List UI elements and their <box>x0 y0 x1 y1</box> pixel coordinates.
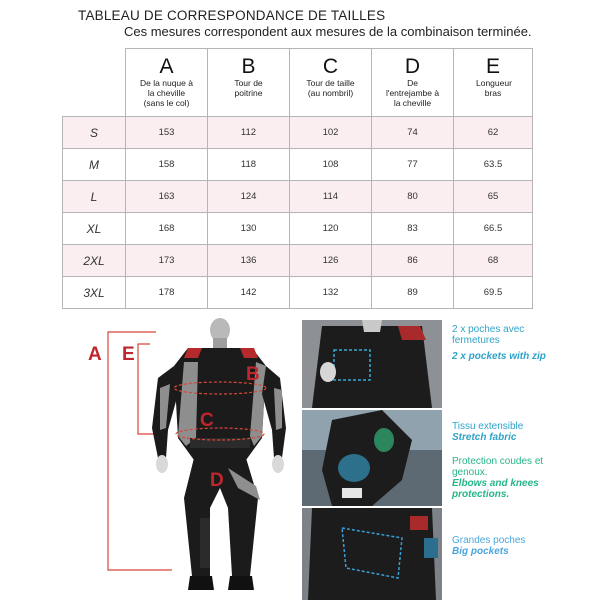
column-letter: B <box>241 55 256 78</box>
feature-text-fr: Tissu extensible <box>452 421 524 432</box>
value-cell: 68 <box>454 245 533 277</box>
table-row <box>63 181 533 213</box>
size-table <box>62 48 533 309</box>
value-cell: 132 <box>290 277 372 309</box>
value-cell: 65 <box>454 181 533 213</box>
table-row <box>63 245 533 277</box>
detail-photos <box>302 320 442 600</box>
size-cell: 2XL <box>63 245 126 277</box>
value-cell: 89 <box>372 277 454 309</box>
column-header-a <box>126 49 208 117</box>
column-description: Longueur bras <box>476 78 512 98</box>
size-cell: XL <box>63 213 126 245</box>
column-header-d <box>372 49 454 117</box>
value-cell: 69.5 <box>454 277 533 309</box>
value-cell: 168 <box>126 213 208 245</box>
feature-big-pockets <box>452 535 525 557</box>
feature-text-fr: 2 x poches avec fermetures <box>452 324 525 346</box>
chart-subtitle: Ces mesures correspondent aux mesures de la combinaison terminée. <box>124 24 532 39</box>
photo-stretch-fabric <box>302 410 442 506</box>
column-header-c <box>290 49 372 117</box>
left-glove <box>156 455 168 473</box>
label-d: D <box>210 470 224 491</box>
table-row <box>63 213 533 245</box>
column-header-e <box>454 49 533 117</box>
value-cell: 126 <box>290 245 372 277</box>
value-cell: 178 <box>126 277 208 309</box>
size-cell: L <box>63 181 126 213</box>
value-cell: 158 <box>126 149 208 181</box>
feature-text-en: Stretch fabric <box>452 432 517 443</box>
feature-text-en: Elbows and knees protections. <box>452 478 539 500</box>
value-cell: 130 <box>208 213 290 245</box>
value-cell: 114 <box>290 181 372 213</box>
value-cell: 63.5 <box>454 149 533 181</box>
value-cell: 142 <box>208 277 290 309</box>
column-description: Tour de poitrine <box>234 78 263 98</box>
value-cell: 77 <box>372 149 454 181</box>
value-cell: 112 <box>208 117 290 149</box>
value-cell: 153 <box>126 117 208 149</box>
photo-big-pockets <box>302 508 442 600</box>
feature-zip-pockets <box>452 324 562 362</box>
value-cell: 124 <box>208 181 290 213</box>
table-header-row <box>63 49 533 117</box>
size-cell: M <box>63 149 126 181</box>
value-cell: 62 <box>454 117 533 149</box>
label-a: A <box>88 344 102 365</box>
value-cell: 118 <box>208 149 290 181</box>
right-shoe <box>228 576 254 590</box>
label-c: C <box>200 410 214 431</box>
value-cell: 80 <box>372 181 454 213</box>
size-cell: S <box>63 117 126 149</box>
label-b: B <box>246 364 260 385</box>
value-cell: 136 <box>208 245 290 277</box>
column-header-b <box>208 49 290 117</box>
feature-text-fr: Grandes poches <box>452 535 526 546</box>
value-cell: 163 <box>126 181 208 213</box>
size-cell: 3XL <box>63 277 126 309</box>
value-cell: 102 <box>290 117 372 149</box>
feature-text-en: Big pockets <box>452 546 509 557</box>
photo-zip-pockets <box>302 320 442 408</box>
feature-text-fr: Protection coudes et genoux. <box>452 456 544 478</box>
value-cell: 66.5 <box>454 213 533 245</box>
value-cell: 86 <box>372 245 454 277</box>
value-cell: 74 <box>372 117 454 149</box>
table-row <box>63 149 533 181</box>
column-letter: C <box>322 55 339 78</box>
value-cell: 83 <box>372 213 454 245</box>
column-letter: A <box>159 55 174 78</box>
table-row <box>63 277 533 309</box>
column-description: Tour de taille (au nombril) <box>306 78 355 98</box>
feature-stretch-fabric <box>452 421 523 443</box>
feature-text-en: 2 x pockets with zip <box>452 351 546 362</box>
table-row <box>63 117 533 149</box>
value-cell: 120 <box>290 213 372 245</box>
value-cell: 108 <box>290 149 372 181</box>
suit-measurement-diagram <box>60 318 300 600</box>
column-description: De l'entrejambe à la cheville <box>385 78 440 108</box>
left-shoe <box>188 576 214 590</box>
column-description: De la nuque à la cheville (sans le col) <box>140 78 193 108</box>
chart-title: TABLEAU DE CORRESPONDANCE DE TAILLES <box>78 8 386 23</box>
feature-elbow-knee-protection <box>452 456 567 500</box>
right-glove <box>272 455 284 473</box>
column-letter: D <box>404 55 421 78</box>
header-blank-cell <box>63 49 126 117</box>
value-cell: 173 <box>126 245 208 277</box>
label-e: E <box>122 344 135 365</box>
column-letter: E <box>485 55 500 78</box>
racing-suit <box>152 318 286 590</box>
